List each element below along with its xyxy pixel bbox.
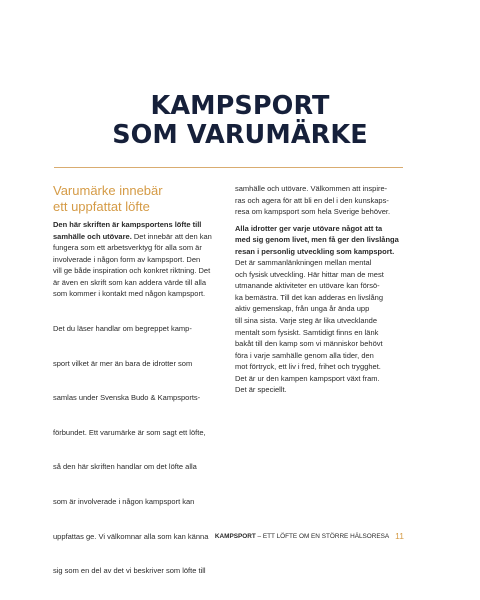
subheading-line-1: Varumärke innebär [53,183,163,198]
right-paragraph-2 [235,223,400,396]
right-paragraph-1 [235,183,400,218]
text-line: sport vilket är mer än bara de idrotter som [53,358,193,368]
bold-span: samhälle och utövare. [53,231,132,241]
subheading-line-2: ett uppfattat löfte [53,198,150,214]
text-line: uppfattas ge. Vi välkomnar alla som kan känna [53,531,209,541]
text-line: förbundet. Ett varumärke är som sagt ett löfte, [53,427,206,437]
text-line: Det är sammanlänkningen mellan mental [235,258,372,268]
text-line: samhälle och utövare. Välkommen att inspire- [235,184,388,193]
text-line: vill ge både inspiration och konkret riktning. Det [53,266,211,276]
text-line: samlas under Svenska Budo & Kampsports- [53,393,201,403]
section-subheading [53,183,218,214]
text-line [53,231,218,243]
left-paragraph-1 [53,219,218,300]
text-line: resan i personlig utveckling som kampsport. [235,246,395,256]
text-line: Det du läser handlar om begreppet kamp- [53,323,192,333]
text-line: ras och agera för att bli en del i den kunskaps- [235,195,389,205]
page-footer [215,531,404,542]
page-title [0,92,480,150]
title-divider [54,167,403,168]
page-title-line-1: KAMPSPORT [150,91,330,121]
text-line: med sig genom livet, men få ger den livslånga [235,235,399,245]
footer-brand: KAMPSPORT [214,533,256,540]
text-line: utmanande aktiviteter en utövare kan försö- [235,281,380,291]
text-line: till sina sista. Varje steg är lika utvecklande [235,316,378,326]
page-title-line-2: SOM VARUMÄRKE [112,120,368,150]
text-line: involverade i någon form av kampsport. Den [53,254,201,264]
text-line: sig som en del av det vi beskriver som löfte till [53,566,206,576]
text-line: fungera som ett arbetsverktyg för alla som är [53,243,202,253]
text-line: resa om kampsport som hela Sverige behöver. [235,207,391,217]
left-column [53,183,218,600]
text-line: är även en skrift som kan addera värde till alla [53,277,206,287]
text-line: och fysisk utveckling. Här hittar man de mest [235,269,384,279]
left-paragraph-2 [53,300,218,600]
text-line: Det är ur den kampen kampsport växt fram. [235,373,380,383]
text-line: som kommer i kontakt med någon kampsport. [53,289,206,299]
text-line: bakåt till den kamp som vi människor behövt [235,339,383,349]
page-number: 11 [395,531,404,541]
text-line: ka bemästra. Till det kan adderas en livslång [235,292,383,302]
text-line: mentalt som fysiskt. Samtidigt finns en länk [235,327,379,337]
text-span: Det innebär att den kan [131,231,212,241]
right-column [235,183,400,396]
text-line: som är involverade i någon kampsport kan [53,497,195,507]
text-line: så den här skriften handlar om det löfte alla [53,462,197,472]
text-line: Den här skriften är kampsportens löfte till [53,220,202,229]
text-line: mot förtryck, ett liv i fred, frihet och trygghet. [235,362,381,372]
text-line: föra i varje samhälle genom alla tider, den [235,350,374,360]
footer-tagline: – ETT LÖFTE OM EN STÖRRE HÄLSORESA [255,533,390,540]
text-line: Det är speciellt. [235,385,287,395]
text-line: aktiv gemenskap, från unga år ända upp [235,304,370,314]
text-line: Alla idrotter ger varje utövare något att ta [235,223,383,233]
